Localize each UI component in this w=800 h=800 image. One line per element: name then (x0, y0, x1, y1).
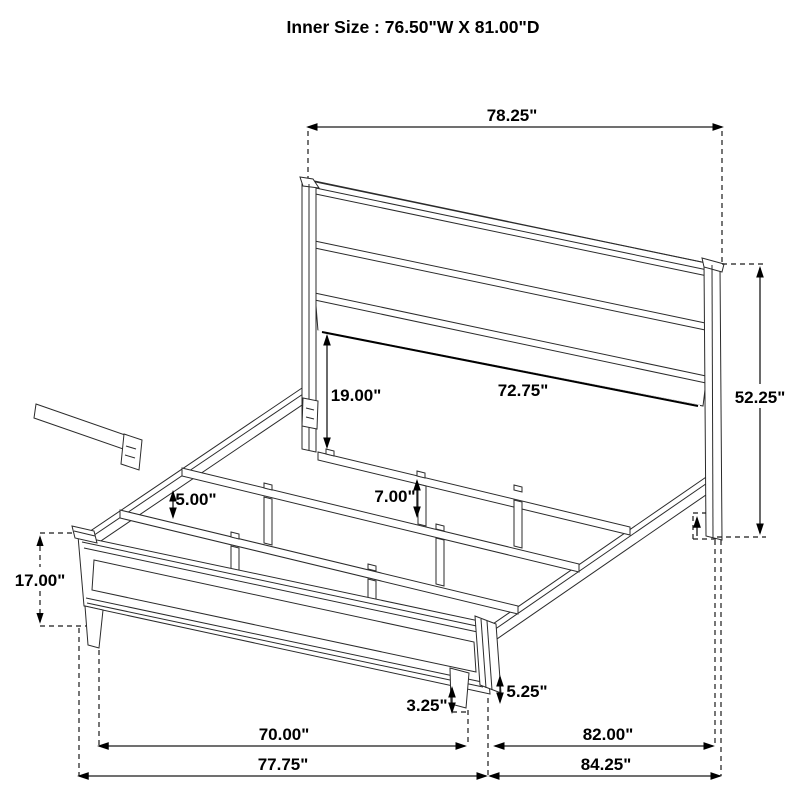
dim-overall-length-label: 84.25" (580, 755, 632, 774)
side-rail-stub (34, 404, 142, 470)
dim-headboard-height-label: 52.25" (734, 388, 786, 407)
dim-footboard-height-label: 17.00" (14, 571, 66, 590)
dim-panel-to-rail-label: 19.00" (330, 386, 382, 405)
dim-support-height-label: 7.00" (374, 487, 416, 506)
dim-rail-clearance-label: 5.25" (506, 682, 548, 701)
dim-rail-length-label: 82.00" (582, 725, 634, 744)
dim-rail-slat-gap-label: 5.00" (175, 490, 217, 509)
dim-headboard-width-label: 78.25" (486, 106, 538, 125)
dim-foot-leg-label: 3.25" (406, 696, 448, 715)
headboard (305, 179, 717, 472)
diagram-title: Inner Size : 76.50"W X 81.00"D (286, 17, 540, 37)
bed-frame-art (34, 177, 724, 708)
dim-footboard-inner-width-label: 70.00" (258, 725, 310, 744)
dim-footboard-width-label: 77.75" (257, 755, 309, 774)
dim-panel-width-label: 72.75" (497, 381, 549, 400)
